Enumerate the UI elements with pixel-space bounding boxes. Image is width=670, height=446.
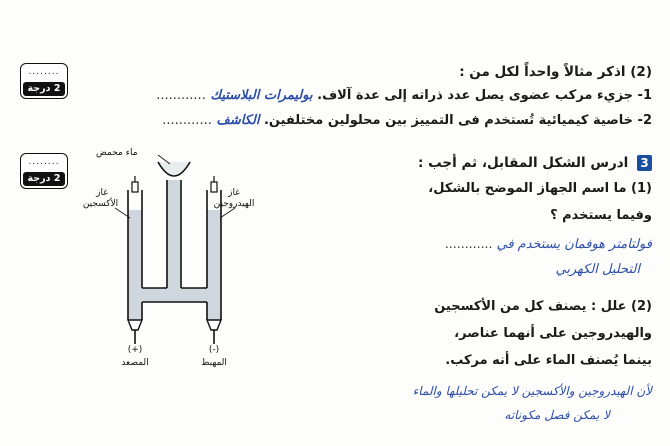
hofmann-voltameter-diagram <box>70 140 270 380</box>
score-label: 2 درجة <box>23 82 65 96</box>
q2-item-2-dots: ............ <box>162 113 212 128</box>
q3-sub2-line1: (2) علل : يصنف كل من الأكسجين <box>434 299 652 314</box>
score-box-q2 <box>20 63 68 99</box>
q3-number: 3 <box>637 155 652 171</box>
q3-sub2-answer-2: لا يمكن فصل مكوناته <box>504 408 610 422</box>
q2-item-1-answer: بوليمرات البلاستيك <box>210 88 313 103</box>
label-acidified-water: ماء محمض <box>96 148 138 158</box>
left-stopcock <box>132 182 138 192</box>
q3-sub1-answer-1-row <box>445 236 652 252</box>
label-oxygen-2: الأكسجين <box>82 199 119 209</box>
q2-item-2-text: 2- خاصية كيميائية تُستخدم فى التمييز بين محلولين مختلفين. <box>263 113 652 128</box>
q3-sub1-line1: (1) ما اسم الجهاز الموضح بالشكل، <box>428 181 652 196</box>
funnel <box>158 162 190 176</box>
label-hydrogen-2: الهيدروجين <box>213 199 255 209</box>
cathode-sign: (-) <box>208 345 220 355</box>
q3-sub1-answer-1: فولتامتر هوفمان يستخدم في <box>496 237 652 252</box>
label-hydrogen-1: غاز <box>228 188 240 198</box>
q3-heading-row <box>418 155 652 171</box>
q3-sub1-answer-2: التحليل الكهربي <box>555 262 640 277</box>
score-label: 2 درجة <box>23 172 65 186</box>
anode-label: المصعد <box>121 358 149 368</box>
connecting-tube-water <box>142 288 207 302</box>
label-oxygen-1: غاز <box>96 188 108 198</box>
cathode-label: المهبط <box>201 358 227 368</box>
q3-sub2-line2: والهيدروجين على أنهما عناصر، <box>454 326 652 341</box>
score-dots: ........ <box>28 67 60 77</box>
q2-item-2 <box>162 113 652 128</box>
q2-heading: (2) اذكر مثالاً واحداً لكل من : <box>459 64 652 80</box>
q2-item-2-answer: الكاشف <box>216 113 260 128</box>
q3-sub2-line3: بينما يُصنف الماء على أنه مركب. <box>445 353 652 368</box>
left-tube-water <box>128 210 142 320</box>
q3-sub1-line2: وفيما يستخدم ؟ <box>550 208 652 223</box>
right-tube-water <box>207 210 221 320</box>
score-box-q3 <box>20 153 68 189</box>
q2-item-1-text: 1- جزيء مركب عضوى يصل عدد ذراته إلى عدة آلاف. <box>317 88 652 103</box>
score-dots: ........ <box>28 157 60 167</box>
middle-tube-water <box>167 180 181 296</box>
q3-heading: ادرس الشكل المقابل، ثم أجب : <box>418 155 629 171</box>
anode-sign: (+) <box>127 345 143 355</box>
q2-item-1 <box>156 88 652 103</box>
q2-item-1-dots: ............ <box>156 88 206 103</box>
q3-sub1-dots: ............ <box>444 236 493 251</box>
q3-sub2-answer-1: لأن الهيدروجين والأكسجين لا يمكن تحليلها والماء <box>412 384 652 398</box>
